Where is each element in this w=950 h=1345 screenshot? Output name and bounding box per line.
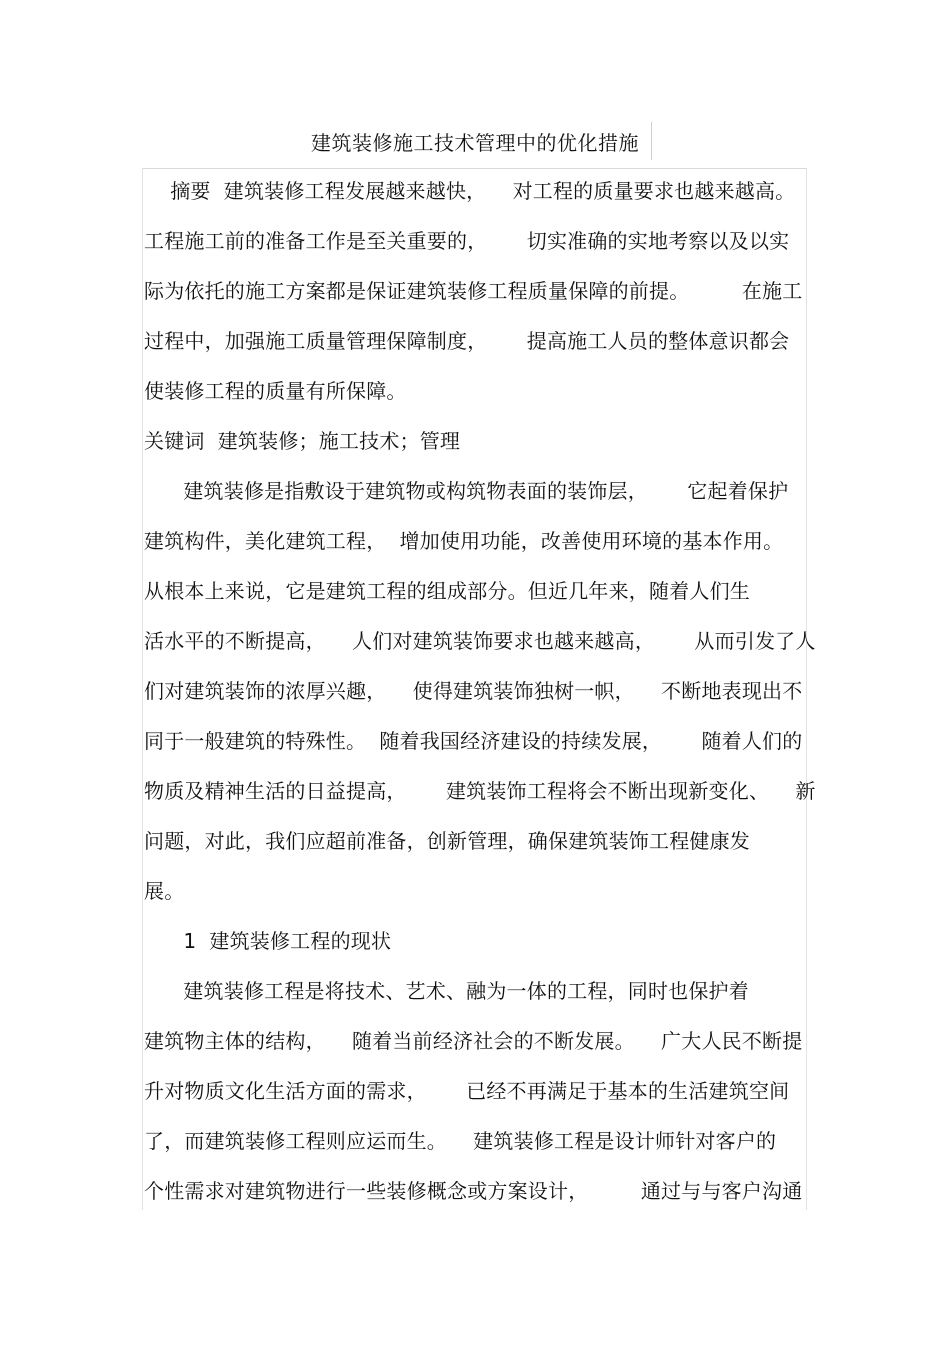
body-line: 问题，对此，我们应超前准备，创新管理，确保建筑装饰工程健康发	[144, 829, 750, 853]
body-line: 建筑装修工程是将技术、艺术、融为一体的工程，同时也保护着	[144, 979, 749, 1003]
body-line: 个性需求对建筑物进行一些装修概念或方案设计， 通过与与客户沟通	[144, 1179, 803, 1203]
body-line: 从根本上来说，它是建筑工程的组成部分。但近几年来，随着人们生	[144, 579, 750, 603]
body-line: 活水平的不断提高， 人们对建筑装饰要求也越来越高， 从而引发了人	[144, 629, 816, 653]
body-line: 建筑物主体的结构， 随着当前经济社会的不断发展。 广大人民不断提	[144, 1029, 803, 1053]
body-line: 物质及精神生活的日益提高， 建筑装饰工程将会不断出现新变化、 新	[144, 779, 816, 803]
abstract-line-5: 使装修工程的质量有所保障。	[144, 379, 407, 403]
abstract-line-1: 摘要 建筑装修工程发展越来越快， 对工程的质量要求也越来越高。	[144, 179, 796, 203]
section-heading: 1 建筑装修工程的现状	[144, 929, 392, 953]
abstract-line-2: 工程施工前的准备工作是至关重要的， 切实准确的实地考察以及以实	[144, 229, 790, 253]
page-border-right	[806, 168, 807, 1210]
body-line: 展。	[144, 879, 185, 903]
body-line: 们对建筑装饰的浓厚兴趣， 使得建筑装饰独树一帜， 不断地表现出不	[144, 679, 803, 703]
body-line: 同于一般建筑的特殊性。 随着我国经济建设的持续发展， 随着人们的	[144, 729, 803, 753]
document-title: 建筑装修施工技术管理中的优化措施	[311, 131, 639, 155]
body-line: 建筑装修是指敷设于建筑物或构筑物表面的装饰层， 它起着保护	[144, 479, 789, 503]
abstract-line-3: 际为依托的施工方案都是保证建筑装修工程质量保障的前提。 在施工	[144, 279, 803, 303]
body-line: 了，而建筑装修工程则应运而生。 建筑装修工程是设计师针对客户的	[144, 1129, 777, 1153]
body-line: 建筑构件，美化建筑工程， 增加使用功能，改善使用环境的基本作用。	[144, 529, 784, 553]
page-border-left	[142, 168, 143, 1210]
page-border-top	[142, 168, 806, 169]
abstract-line-4: 过程中，加强施工质量管理保障制度， 提高施工人员的整体意识都会	[144, 329, 790, 353]
body-line: 升对物质文化生活方面的需求， 已经不再满足于基本的生活建筑空间	[144, 1079, 790, 1103]
keywords-line: 关键词 建筑装修；施工技术；管理	[144, 429, 461, 453]
